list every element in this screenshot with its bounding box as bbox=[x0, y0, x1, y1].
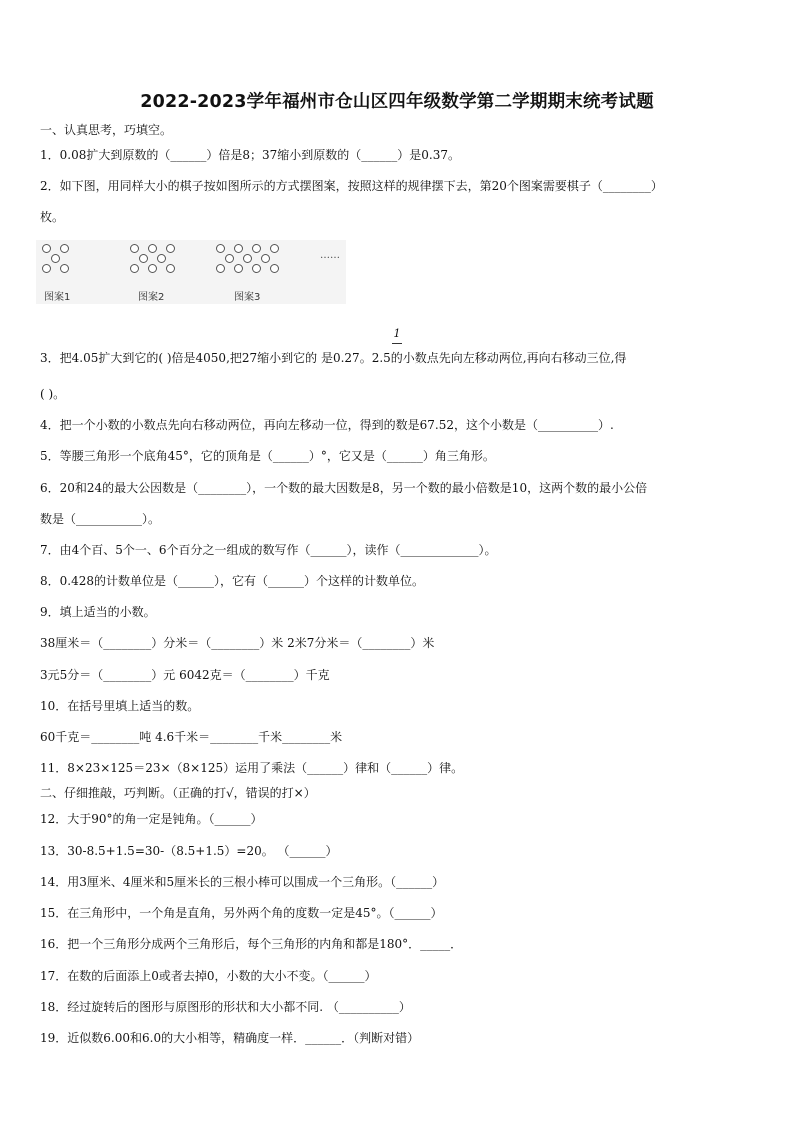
question-2-line-2: 枚。 bbox=[40, 210, 65, 224]
question-8: 8．0.428的计数单位是（______），它有（______）个这样的计数单位。 bbox=[40, 574, 424, 588]
question-10: 10．在括号里填上适当的数。 bbox=[40, 699, 200, 713]
question-6-line-1: 6．20和24的最大公因数是（________），一个数的最大因数是8，另一个数的最小倍数是10，这两个数的最小公倍 bbox=[40, 481, 648, 495]
question-9-row-1: 38厘米＝（________）分米＝（________）米 2米7分米＝（________）米 bbox=[40, 636, 435, 650]
question-17: 17．在数的后面添上0或者去掉0，小数的大小不变。（______） bbox=[40, 969, 377, 983]
question-3-line-2: ( )。 bbox=[40, 387, 66, 401]
page-title: 2022-2023学年福州市仓山区四年级数学第二学期期末统考试题 bbox=[140, 92, 654, 112]
pattern-figure bbox=[36, 240, 346, 304]
question-1: 1．0.08扩大到原数的（______）倍是8；37缩小到原数的（______）是0.37。 bbox=[40, 148, 460, 162]
question-18: 18．经过旋转后的图形与原图形的形状和大小都不同. （__________） bbox=[40, 1000, 411, 1014]
question-11: 11．8×23×125＝23×（8×125）运用了乘法（______）律和（______）律。 bbox=[40, 761, 464, 775]
pattern-1-label: 图案1 bbox=[44, 292, 71, 303]
fraction-numerator: 1 bbox=[393, 327, 401, 340]
question-19: 19．近似数6.00和6.0的大小相等，精确度一样．______．（判断对错） bbox=[40, 1031, 420, 1045]
question-7: 7．由4个百、5个一、6个百分之一组成的数写作（______），读作（_____________）。 bbox=[40, 543, 497, 557]
question-13: 13．30-8.5+1.5=30-（8.5+1.5）=20。 （______） bbox=[40, 844, 338, 858]
question-9: 9．填上适当的小数。 bbox=[40, 605, 156, 619]
question-6-line-2: 数是（___________）。 bbox=[40, 512, 161, 526]
ellipsis: …… bbox=[320, 250, 340, 261]
question-5: 5．等腰三角形一个底角45°，它的顶角是（______）°，它又是（______）角三角形。 bbox=[40, 449, 495, 463]
question-9-row-2: 3元5分＝（________）元 6042克＝（________）千克 bbox=[40, 668, 330, 682]
question-15: 15．在三角形中，一个角是直角，另外两个角的度数一定是45°。（______） bbox=[40, 906, 443, 920]
question-3-line-1: 3．把4.05扩大到它的( )倍是4050,把27缩小到它的 是0.27。2.5的小数点先向左移动两位,再向右移动三位,得 bbox=[40, 351, 627, 365]
question-14: 14．用3厘米、4厘米和5厘米长的三根小棒可以围成一个三角形。（______） bbox=[40, 875, 445, 889]
question-4: 4．把一个小数的小数点先向右移动两位，再向左移动一位，得到的数是67.52，这个小数是（__________）. bbox=[40, 418, 614, 432]
fraction-bar bbox=[392, 343, 402, 344]
question-2-line-1: 2．如下图，用同样大小的棋子按如图所示的方式摆图案，按照这样的规律摆下去，第20个图案需要棋子（________） bbox=[40, 179, 663, 193]
pattern-2-label: 图案2 bbox=[138, 292, 165, 303]
pattern-3-label: 图案3 bbox=[234, 292, 261, 303]
section-1-heading: 一、认真思考，巧填空。 bbox=[40, 123, 173, 137]
question-12: 12．大于90°的角一定是钝角。（______） bbox=[40, 812, 263, 826]
section-2-heading: 二、仔细推敲，巧判断。（正确的打√，错误的打×） bbox=[40, 786, 316, 800]
question-10-row: 60千克＝________吨 4.6千米＝________千米________米 bbox=[40, 730, 343, 744]
question-16: 16．把一个三角形分成两个三角形后，每个三角形的内角和都是180°．_____． bbox=[40, 937, 463, 951]
